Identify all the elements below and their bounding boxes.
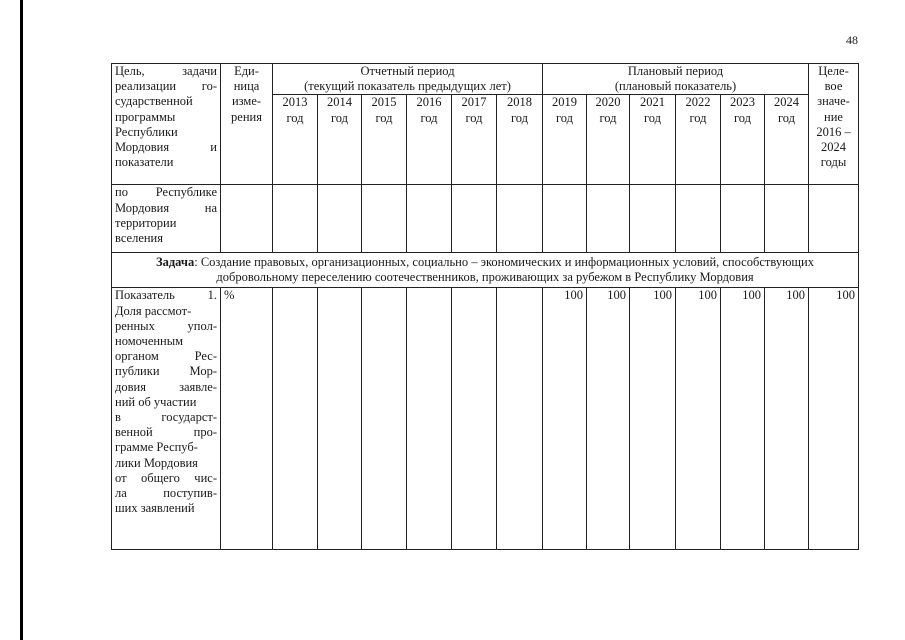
- indicator-line: ренных упол-: [115, 318, 217, 333]
- planned-period-header: [543, 64, 809, 95]
- year-header-cell: [318, 95, 362, 185]
- empty-cell: [809, 185, 859, 253]
- continuation-cell: [112, 185, 221, 253]
- year-unit: год: [777, 110, 796, 125]
- reporting-value-cell: [497, 288, 543, 550]
- year-label: 2013: [282, 95, 308, 110]
- reporting-period-header: [273, 64, 543, 95]
- planned-value-cell: 100: [543, 288, 587, 550]
- year-unit: год: [599, 110, 617, 125]
- target-value-cell: 100: [809, 288, 859, 550]
- target-header-line: Целе-: [818, 64, 849, 78]
- planned-value-cell: 100: [765, 288, 809, 550]
- year-header-cell: [676, 95, 721, 185]
- goal-header-line: Цель, задачи: [115, 64, 217, 78]
- year-label: 2018: [507, 95, 532, 110]
- reporting-period-subtitle: (текущий показатель предыдущих лет): [304, 79, 511, 94]
- target-header-line: значе-: [817, 94, 850, 109]
- unit-header-line: ница: [233, 79, 260, 94]
- planned-value-cell: 100: [630, 288, 676, 550]
- year-label: 2019: [552, 95, 577, 110]
- continuation-line: по Республике: [115, 185, 217, 200]
- reporting-value-cell: [318, 288, 362, 550]
- year-label: 2016: [416, 95, 442, 110]
- year-header-cell: [273, 95, 318, 185]
- year-unit: год: [510, 110, 529, 125]
- unit-header-line: Еди-: [234, 64, 259, 78]
- year-header-cell: [630, 95, 676, 185]
- goal-header-line: сударственной: [115, 94, 193, 109]
- year-header-cell: [721, 95, 765, 185]
- year-header-cell: [497, 95, 543, 185]
- binding-edge: [20, 0, 23, 640]
- task-text: : Создание правовых, организационных, социально – экономических и информационных условий, способствующих добровольному переселению соотечественников, проживающих за рубежом в Республику Мордовия: [194, 255, 814, 285]
- year-unit: год: [420, 110, 438, 125]
- indicator-line: в государст-: [115, 410, 217, 425]
- task-cell: [112, 253, 859, 288]
- year-unit: год: [286, 110, 304, 125]
- target-header-line: вое: [824, 79, 843, 94]
- reporting-value-cell: [407, 288, 452, 550]
- empty-cell: [318, 185, 362, 253]
- empty-cell: [765, 185, 809, 253]
- year-header-cell: [452, 95, 497, 185]
- goal-header-line: программы: [115, 109, 176, 124]
- year-header-cell: [765, 95, 809, 185]
- reporting-value-cell: [273, 288, 318, 550]
- target-header-cell: [809, 64, 859, 185]
- empty-cell: [452, 185, 497, 253]
- indicator-line: ла поступив-: [115, 486, 217, 501]
- indicator-line: венной про-: [115, 425, 217, 440]
- empty-cell: [676, 185, 721, 253]
- page-number: 48: [846, 33, 858, 47]
- year-unit: год: [375, 110, 393, 125]
- indicator-unit-cell: %: [221, 288, 273, 550]
- year-label: 2015: [371, 95, 397, 110]
- year-unit: год: [330, 110, 349, 125]
- planned-period-title: Плановый период: [627, 64, 724, 78]
- indicator-line: органом Рес-: [115, 349, 217, 364]
- empty-cell: [273, 185, 318, 253]
- task-row: [112, 253, 859, 288]
- indicator-line: от общего чис-: [115, 470, 217, 485]
- reporting-value-cell: [362, 288, 407, 550]
- empty-cell: [721, 185, 765, 253]
- empty-cell: [407, 185, 452, 253]
- goal-header-line: Мордовия и: [115, 140, 217, 155]
- planned-value-cell: 100: [721, 288, 765, 550]
- indicator-line: Показатель 1.: [115, 288, 217, 303]
- year-header-cell: [362, 95, 407, 185]
- empty-cell: [587, 185, 630, 253]
- year-label: 2020: [595, 95, 621, 110]
- unit-header-cell: [221, 64, 273, 185]
- year-unit: год: [733, 110, 752, 125]
- indicator-line: публики Мор-: [115, 364, 217, 379]
- planned-value-cell: 100: [587, 288, 630, 550]
- year-label: 2021: [640, 95, 665, 110]
- continuation-line: Мордовия на: [115, 200, 217, 215]
- task-label: Задача: [156, 255, 195, 270]
- table-row: [112, 185, 859, 253]
- indicator-line: ний об участии: [115, 394, 197, 409]
- target-header-line: годы: [820, 155, 847, 170]
- year-unit: год: [689, 110, 707, 125]
- planned-value-cell: 100: [676, 288, 721, 550]
- year-label: 2022: [685, 95, 711, 110]
- indicator-line: ших заявлений: [115, 501, 195, 516]
- reporting-value-cell: [452, 288, 497, 550]
- target-header-line: 2016 –: [816, 124, 851, 139]
- goal-header-line: показатели: [115, 155, 174, 170]
- indicator-line: номоченным: [115, 334, 184, 349]
- goal-header-cell: [112, 64, 221, 185]
- planned-period-subtitle: (плановый показатель): [614, 79, 737, 94]
- indicator-line: лики Мордовия: [115, 455, 198, 470]
- unit-header-line: рения: [231, 109, 262, 124]
- year-label: 2024: [774, 95, 799, 110]
- indicator-description-cell: [112, 288, 221, 550]
- goal-header-line: реализации го-: [115, 79, 217, 94]
- year-label: 2017: [461, 95, 487, 110]
- table-row: [112, 288, 859, 550]
- reporting-period-title: Отчетный период: [360, 64, 455, 78]
- year-label: 2023: [730, 95, 755, 110]
- year-header-cell: [543, 95, 587, 185]
- empty-cell: [497, 185, 543, 253]
- year-header-cell: [407, 95, 452, 185]
- target-header-line: ние: [824, 109, 843, 124]
- unit-header-line: изме-: [231, 94, 262, 109]
- target-header-line: 2024: [821, 140, 846, 155]
- continuation-line: территории: [115, 215, 177, 230]
- continuation-line: вселения: [115, 231, 163, 246]
- empty-cell: [362, 185, 407, 253]
- goal-header-line: Республики: [115, 124, 178, 139]
- empty-cell: [630, 185, 676, 253]
- indicator-line: довия заявле-: [115, 379, 217, 394]
- indicator-line: грамме Респуб-: [115, 440, 198, 455]
- empty-cell: [543, 185, 587, 253]
- year-label: 2014: [327, 95, 352, 110]
- empty-cell: [221, 185, 273, 253]
- year-unit: год: [643, 110, 662, 125]
- year-unit: год: [555, 110, 574, 125]
- year-header-cell: [587, 95, 630, 185]
- indicator-line: Доля рассмот-: [115, 303, 192, 318]
- year-unit: год: [465, 110, 483, 125]
- indicators-table: [111, 63, 859, 550]
